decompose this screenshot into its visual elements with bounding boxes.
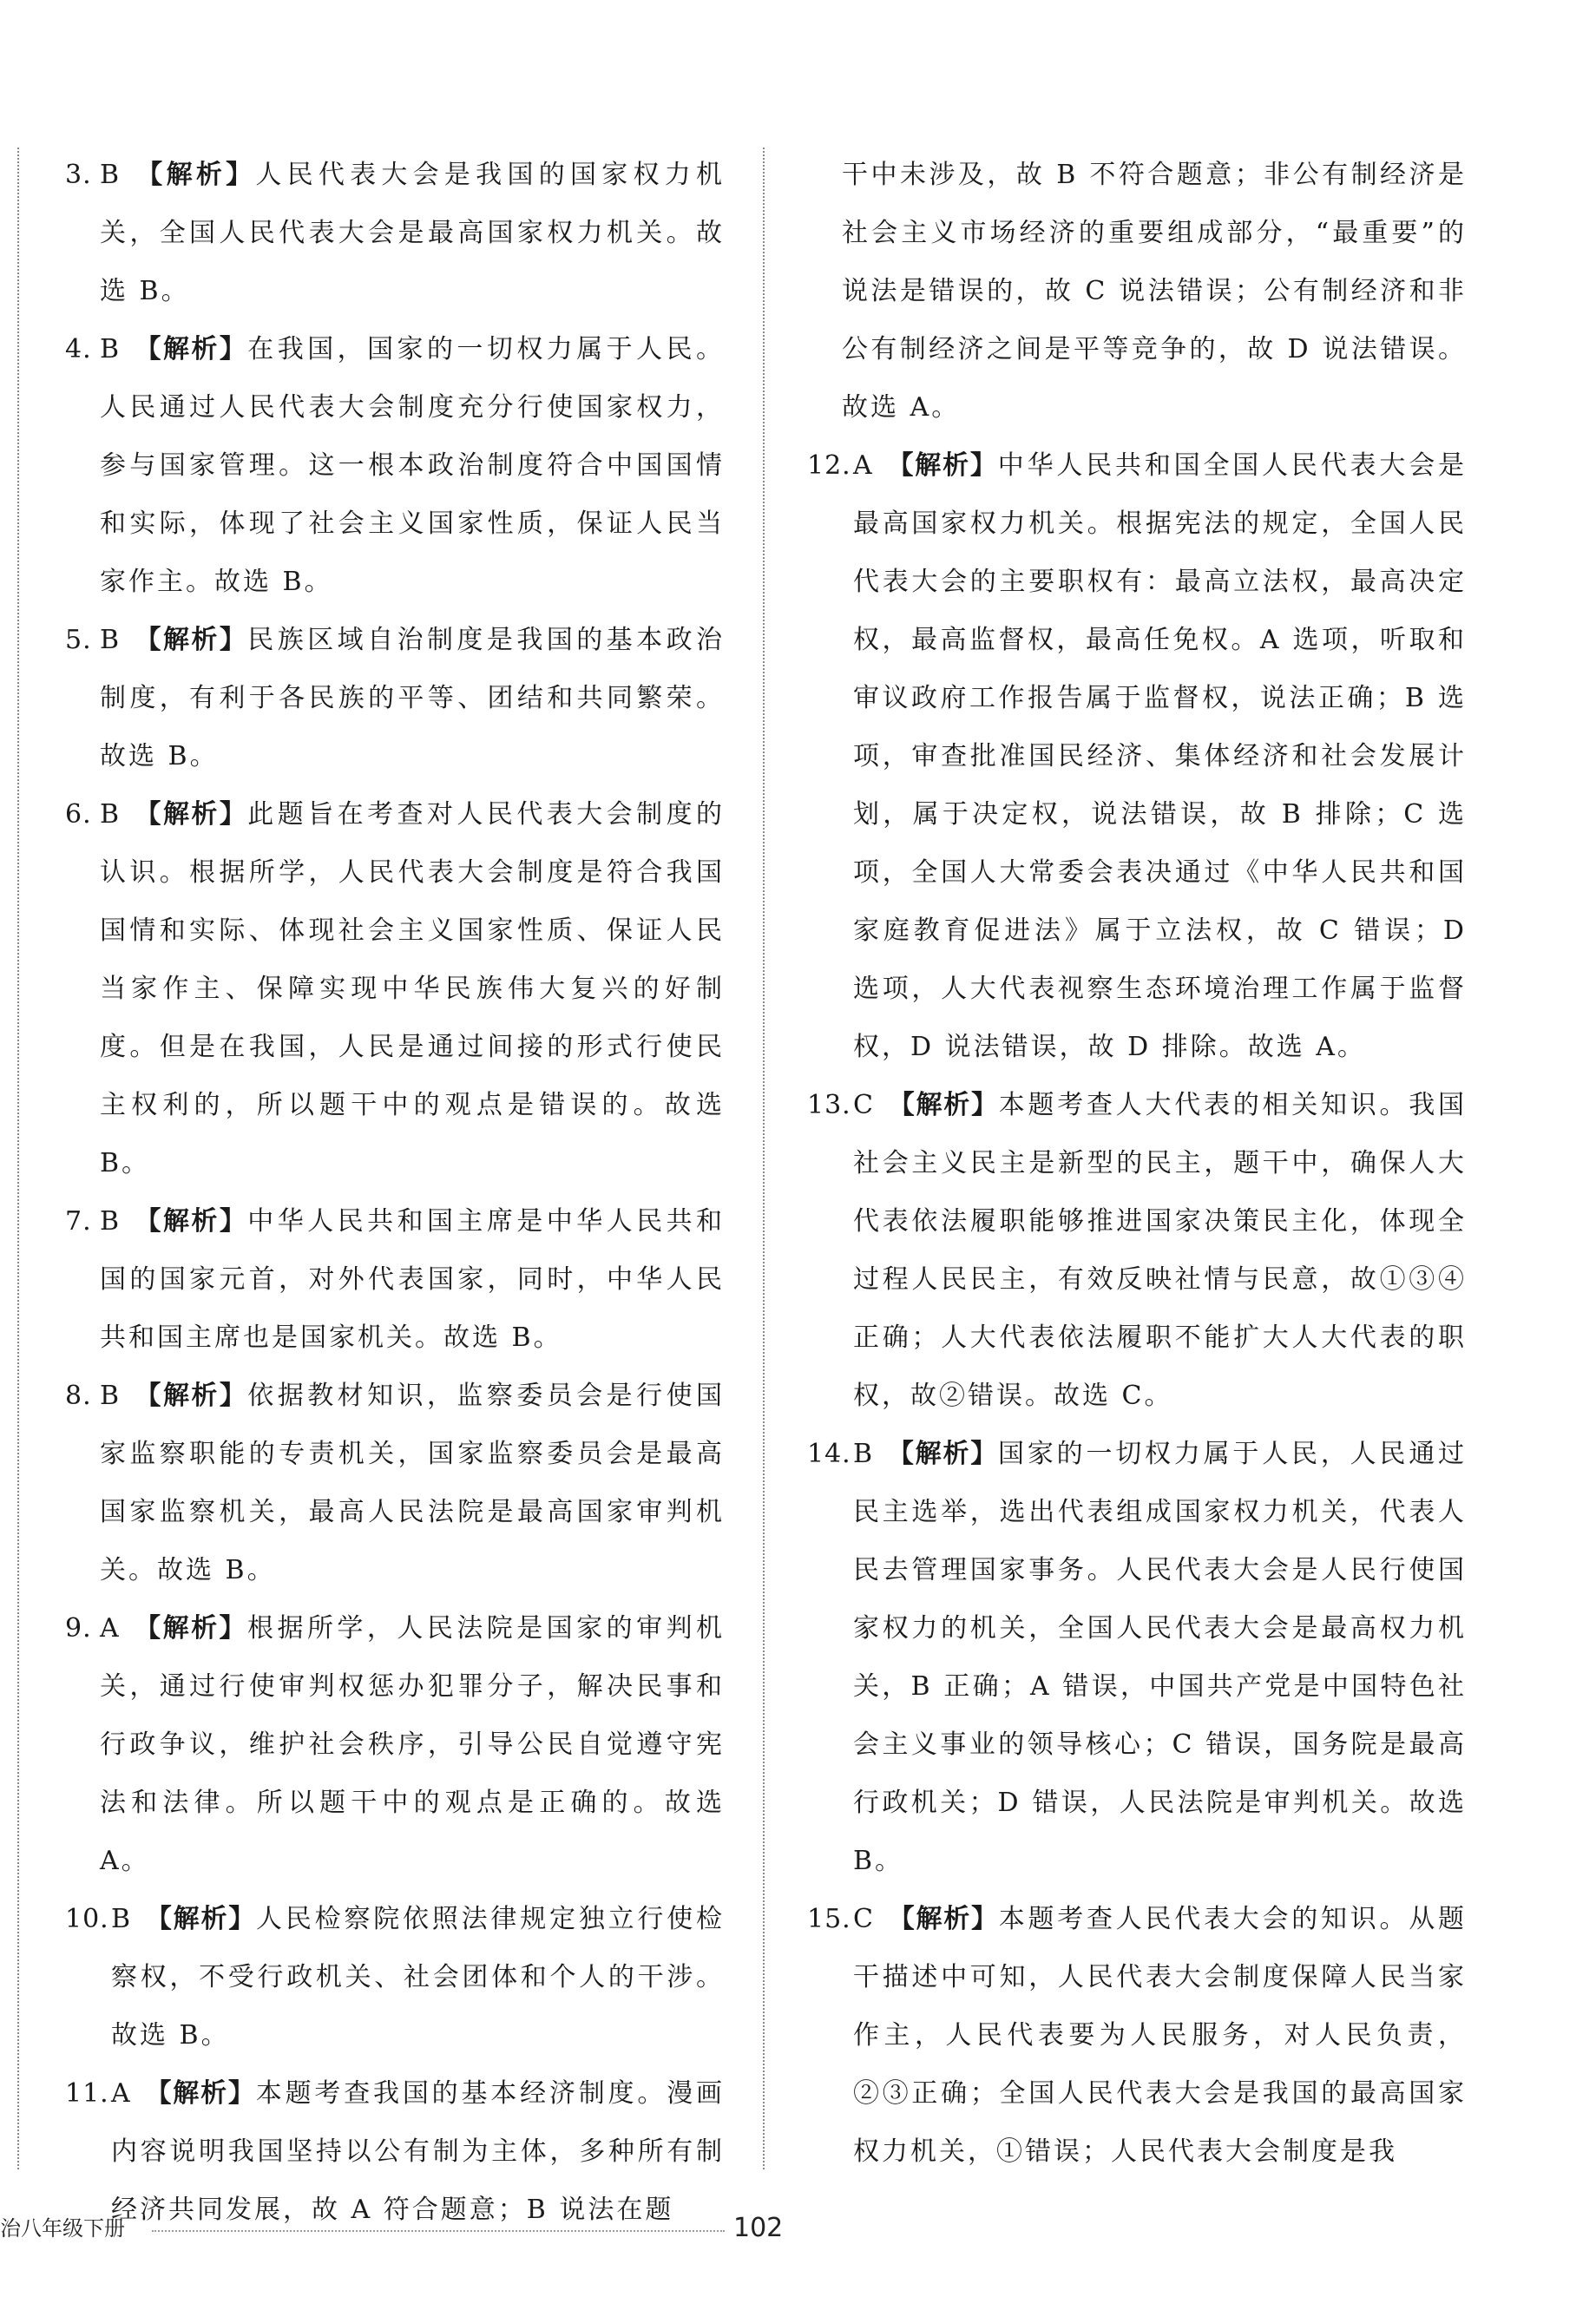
answer-explanation: 人民代表大会是我国的国家权力机关，全国人民代表大会是最高国家权力机关。故选 B。: [100, 160, 726, 306]
analysis-tag: 【解析】: [887, 1439, 999, 1469]
binding-guide-middle: [763, 148, 765, 2169]
question-number: 15.: [807, 1904, 851, 1934]
answer-entry-continuation: [807, 146, 1467, 436]
answer-choice: B: [100, 334, 122, 364]
answer-explanation: 此题旨在考查对人民代表大会制度的认识。根据所学，人民代表大会制度是符合我国国情和实际、体现社会主义国家性质、保证人民当家作主、保障实现中华民族伟大复兴的好制度。但是在我国，人民是通过间接的形式行使民主权利的，所以题干中的观点是错误的。故选 B。: [100, 799, 726, 1178]
answer-choice: B: [100, 625, 122, 655]
answer-explanation: 民族区域自治制度是我国的基本政治制度，有利于各民族的平等、团结和共同繁荣。故选 B。: [100, 625, 726, 771]
question-number: 10.: [65, 1904, 109, 1934]
footer-book-label: 治八年级下册: [0, 2216, 125, 2241]
answer-choice: A: [100, 1613, 122, 1644]
answer-choice: B: [111, 1904, 134, 1934]
answer-explanation: 本题考查我国的基本经济制度。漫画内容说明我国坚持以公有制为主体，多种所有制经济共同发展，故 A 符合题意；B 说法在题: [111, 2078, 726, 2225]
left-column: [65, 146, 725, 2239]
question-number: 3.: [65, 160, 92, 190]
answer-entry: [807, 436, 1467, 1076]
question-number: 12.: [807, 450, 851, 481]
answer-choice: C: [853, 1090, 876, 1120]
answer-explanation: 国家的一切权力属于人民，人民通过民主选举，选出代表组成国家权力机关，代表人民去管理国家事务。人民代表大会是人民行使国家权力的机关，全国人民代表大会是最高权力机关，B 正确；A 错误，中国共产党是中国特色社会主义事业的领导核心；C 错误，国务院是最高行政机关；D 错误，人民法院是审判机关。故选 B。: [853, 1439, 1468, 1876]
answer-entry: [807, 1890, 1467, 2181]
analysis-tag: 【解析】: [134, 160, 256, 190]
analysis-tag: 【解析】: [887, 1090, 999, 1120]
answer-choice: B: [853, 1439, 876, 1469]
analysis-tag: 【解析】: [134, 334, 248, 364]
answer-entry: [65, 1367, 725, 1599]
analysis-tag: 【解析】: [134, 1381, 248, 1411]
answer-explanation: 本题考查人大代表的相关知识。我国社会主义民主是新型的民主，题干中，确保人大代表依法履职能够推进国家决策民主化，体现全过程人民民主，有效反映社情与民意，故①③④正确；人大代表依法履职不能扩大人大代表的职权，故②错误。故选 C。: [853, 1090, 1468, 1411]
answer-entry: [65, 1599, 725, 1890]
answer-choice: A: [111, 2078, 133, 2109]
answer-choice: B: [100, 160, 122, 190]
answer-entry: [65, 611, 725, 785]
question-number: 8.: [65, 1381, 92, 1411]
question-number: 5.: [65, 625, 92, 655]
question-number: 14.: [807, 1439, 851, 1469]
answer-explanation: 根据所学，人民法院是国家的审判机关，通过行使审判权惩办犯罪分子，解决民事和行政争议，维护社会秩序，引导公民自觉遵守宪法和法律。所以题干中的观点是正确的。故选 A。: [100, 1613, 726, 1876]
analysis-tag: 【解析】: [134, 625, 248, 655]
answer-entry: [65, 1890, 725, 2064]
answer-choice: B: [100, 799, 122, 830]
analysis-tag: 【解析】: [133, 1613, 248, 1644]
right-column: [807, 146, 1467, 2181]
answer-entry: [65, 146, 725, 320]
answer-entry: [807, 1076, 1467, 1425]
question-number: 11.: [65, 2078, 109, 2109]
answer-choice: C: [853, 1904, 876, 1934]
answer-explanation: 本题考查人民代表大会的知识。从题干描述中可知，人民代表大会制度保障人民当家作主，人民代表要为人民服务，对人民负责，②③正确；全国人民代表大会是我国的最高国家权力机关，①错误；人民代表大会制度是我: [853, 1904, 1468, 2167]
analysis-tag: 【解析】: [144, 2078, 256, 2109]
answer-entry: [65, 1192, 725, 1367]
analysis-tag: 【解析】: [134, 1206, 248, 1237]
page-number: 102: [733, 2213, 784, 2243]
answer-entry: [65, 785, 725, 1192]
question-number: 13.: [807, 1090, 851, 1120]
analysis-tag: 【解析】: [134, 799, 248, 830]
answer-explanation: 中华人民共和国主席是中华人民共和国的国家元首，对外代表国家，同时，中华人民共和国主席也是国家机关。故选 B。: [100, 1206, 726, 1353]
page-footer: [0, 2211, 1596, 2246]
answer-explanation: 中华人民共和国全国人民代表大会是最高国家权力机关。根据宪法的规定，全国人民代表大会的主要职权有：最高立法权，最高决定权，最高监督权，最高任免权。A 选项，听取和审议政府工作报告属于监督权，说法正确；B 选项，审查批准国民经济、集体经济和社会发展计划，属于决定权，说法错误，故 B 排除；C 选项，全国人大常委会表决通过《中华人民共和国家庭教育促进法》属于立法权，故 C 错误；D 选项，人大代表视察生态环境治理工作属于监督权，D 说法错误，故 D 排除。故选 A。: [853, 450, 1468, 1062]
answer-choice: A: [853, 450, 875, 481]
answer-explanation: 人民检察院依照法律规定独立行使检察权，不受行政机关、社会团体和个人的干涉。故选 B。: [111, 1904, 726, 2051]
question-number: 7.: [65, 1206, 92, 1237]
answer-explanation: 依据教材知识，监察委员会是行使国家监察职能的专责机关，国家监察委员会是最高国家监察机关，最高人民法院是最高国家审判机关。故选 B。: [100, 1381, 726, 1585]
answer-entry: [807, 1425, 1467, 1890]
answer-choice: B: [100, 1381, 122, 1411]
analysis-tag: 【解析】: [886, 450, 998, 481]
question-number: 6.: [65, 799, 92, 830]
answer-choice: B: [100, 1206, 122, 1237]
question-number: 9.: [65, 1613, 92, 1644]
answer-entry: [65, 320, 725, 611]
binding-guide-left: [17, 148, 19, 2169]
analysis-tag: 【解析】: [887, 1904, 999, 1934]
question-number: 4.: [65, 334, 92, 364]
answer-explanation: 在我国，国家的一切权力属于人民。人民通过人民代表大会制度充分行使国家权力，参与国家管理。这一根本政治制度符合中国国情和实际，体现了社会主义国家性质，保证人民当家作主。故选 B。: [100, 334, 726, 597]
analysis-tag: 【解析】: [145, 1904, 257, 1934]
footer-dotted-rule: [152, 2230, 725, 2232]
answer-explanation: 干中未涉及，故 B 不符合题意；非公有制经济是社会主义市场经济的重要组成部分，“最重要”的说法是错误的，故 C 说法错误；公有制经济和非公有制经济之间是平等竞争的，故 D 说法错误。故选 A。: [842, 160, 1467, 423]
